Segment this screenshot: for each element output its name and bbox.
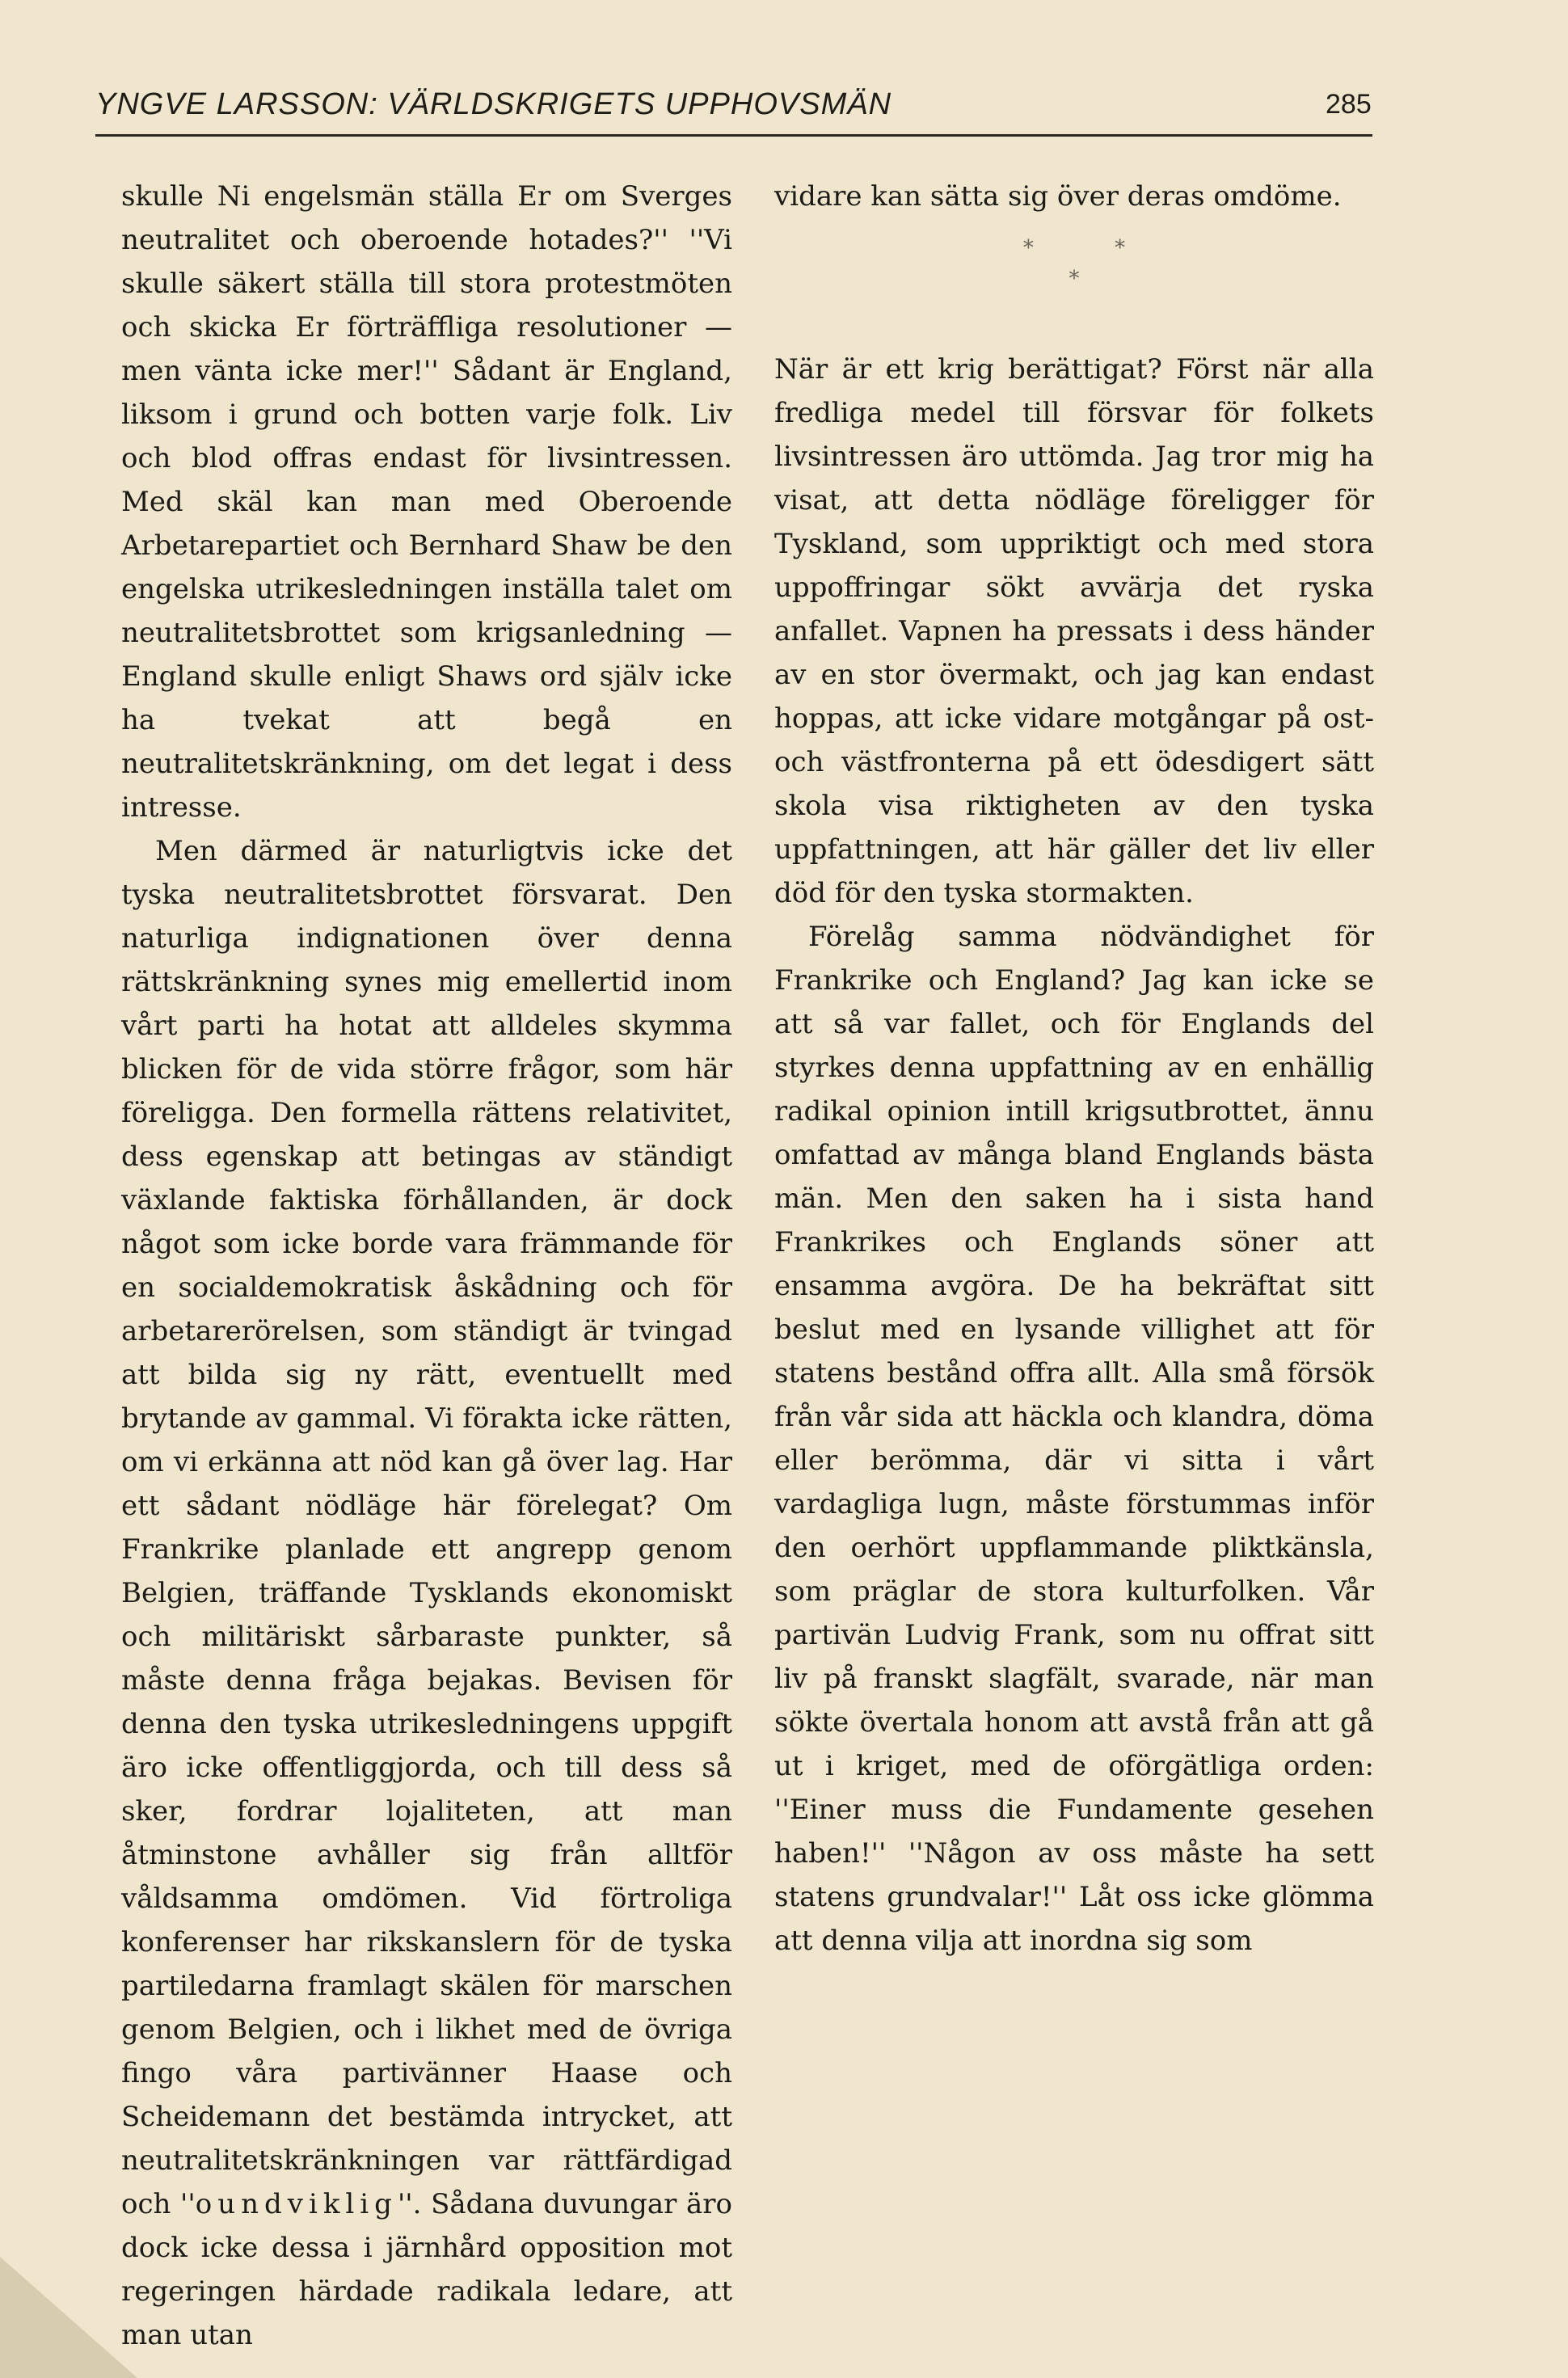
header-rule	[95, 134, 1372, 137]
paragraph-left-2-end: ''. Sådana duvungar äro dock icke dessa i järnhård opposition mot regeringen härdade radikala ledare, att man utan	[121, 2188, 732, 2351]
asterisk-mark: *	[1022, 236, 1034, 260]
paragraph-right-1: vidare kan sätta sig över deras omdöme.	[774, 180, 1342, 213]
spaced-word-oundviklig: oundviklig	[195, 2188, 398, 2220]
folded-corner	[0, 2257, 137, 2378]
running-head: YNGVE LARSSON: VÄRLDSKRIGETS UPPHOVSMÄN	[95, 87, 892, 121]
left-column	[121, 175, 732, 2357]
right-column	[774, 175, 1374, 1963]
page-number: 285	[1326, 89, 1372, 120]
paragraph-left-2	[121, 829, 732, 2357]
paragraph-right-2: När är ett krig berättigat? Först när alla fredliga medel till försvar för folkets livsintressen äro uttömda. Jag tror mig ha visat, att detta nödläge föreligger för Tyskland, som uppriktigt och med stora uppoffringar sökt avvärja det ryska anfallet. Vapnen ha pressats i dess händer av en stor övermakt, och jag kan endast hoppas, att icke vidare motgångar på ost- och västfronterna på ett ödesdigert sätt skola visa riktigheten av den tyska uppfattningen, att här gäller det liv eller död för den tyska stormakten.	[774, 353, 1374, 909]
asterisk-mark: *	[1069, 267, 1080, 291]
paragraph-right-3: Förelåg samma nödvändighet för Frankrike och England? Jag kan icke se att så var fallet, och för Englands del styrkes denna uppfattning av en enhällig radikal opinion intill krigsutbrottet, ännu omfattad av många bland Englands bästa män. Men den saken ha i sista hand Frankrikes och Englands söner att ensamma avgöra. De ha bekräftat sitt beslut med en lysande villighet att för statens bestånd offra allt. Alla små försök från vår sida att häckla och klandra, döma eller berömma, där vi sitta i vårt vardagliga lugn, måste förstummas inför den oerhört uppflammande pliktkänsla, som präglar de stora kulturfolken. Vår partivän Ludvig Frank, som nu offrat sitt liv på franskt slagfält, svarade, när man sökte övertala honom att avstå från att gå ut i kriget, med de oförgätliga orden: ''Einer muss die Fundamente gesehen haben!'' ''Någon av oss måste ha sett statens grundvalar!'' Låt oss icke glömma att denna vilja att inordna sig som	[774, 921, 1374, 1957]
paragraph-left-2-text: Men därmed är naturligtvis icke det tyska neutralitetsbrottet försvarat. Den naturliga indignationen över denna rättskränkning synes mig emellertid inom vårt parti ha hotat att alldeles skymma blicken för de vida större frågor, som här föreligga. Den formella rättens relativitet, dess egenskap att betingas av ständigt växlande faktiska förhållanden, är dock något som icke borde vara främmande för en socialdemokratisk åskådning och för arbetarerörelsen, som ständigt är tvingad att bilda sig ny rätt, eventuellt med brytande av gammal. Vi förakta icke rätten, om vi erkänna att nöd kan gå över lag. Har ett sådant nödläge här förelegat? Om Frankrike planlade ett angrepp genom Belgien, träffande Tysklands ekonomiskt och militäriskt sårbaraste punkter, så måste denna fråga bejakas. Bevisen för denna den tyska utrikesledningens uppgift äro icke offentliggjorda, och till dess så sker, fordrar lojaliteten, att man åtminstone avhåller sig från alltför våldsamma omdömen. Vid förtroliga konferenser har rikskanslern för de tyska partiledarna framlagt skälen för marschen genom Belgien, och i likhet med de övriga fingo våra partivänner Haase och Scheidemann det bestämda intrycket, att neutralitetskränkningen var rättfärdigad och ''	[121, 835, 732, 2220]
paragraph-left-1: skulle Ni engelsmän ställa Er om Sverges neutralitet och oberoende hotades?'' ''Vi skulle säkert ställa till stora protestmöten och skicka Er förträffliga resolutioner — men vänta icke mer!'' Sådant är England, liksom i grund och botten varje folk. Liv och blod offras endast för livsintressen. Med skäl kan man med Oberoende Arbetarepartiet och Bernhard Shaw be den engelska utrikesledningen inställa talet om neutralitetsbrottet som krigsanledning — England skulle enligt Shaws ord själv icke ha tvekat att begå en neutralitetskränkning, om det legat i dess intresse.	[121, 180, 732, 824]
asterisk-mark: *	[1115, 236, 1126, 260]
section-break-asterisks	[774, 233, 1374, 294]
